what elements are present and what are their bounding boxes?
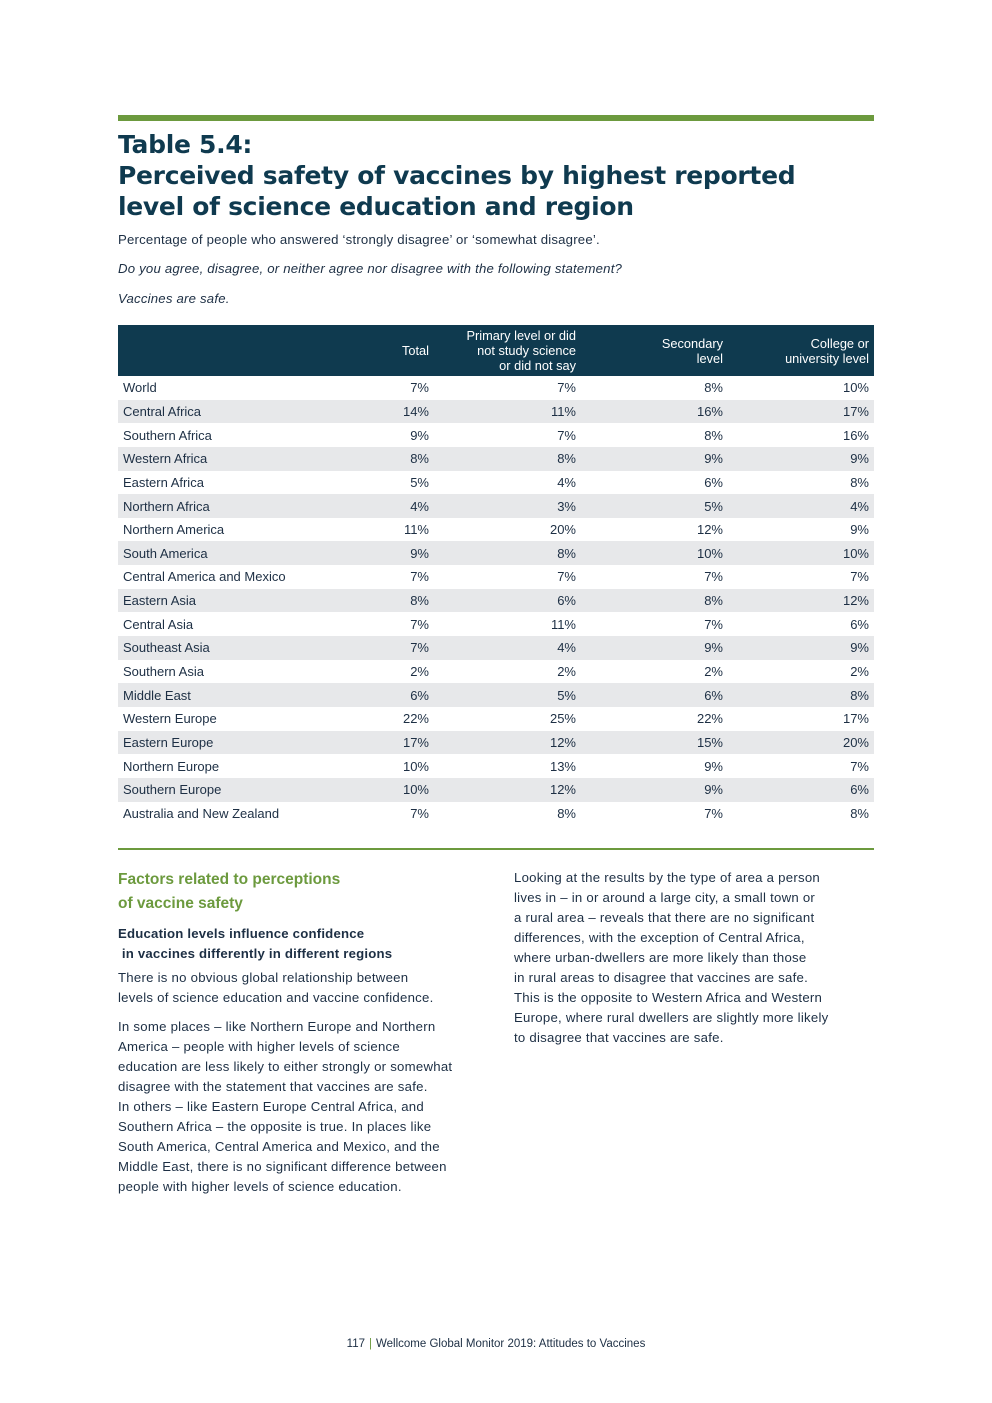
cell-primary: 2%	[557, 664, 576, 679]
cell-total: 11%	[403, 522, 429, 538]
cell-secondary: 12%	[696, 522, 723, 538]
cell-total: 17%	[402, 734, 429, 750]
cell-region: Central Asia	[123, 616, 194, 632]
cell-total: 10%	[402, 782, 429, 798]
table-row	[118, 471, 874, 495]
cell-primary: 12%	[549, 782, 576, 798]
cell-total: 7%	[410, 640, 429, 656]
cell-total: 22%	[402, 711, 429, 727]
table-row	[118, 612, 874, 636]
table-row	[118, 707, 874, 731]
cell-college: 9%	[850, 451, 869, 467]
cell-secondary: 10%	[696, 545, 723, 561]
cell-secondary: 9%	[704, 758, 723, 774]
table-row	[118, 636, 874, 660]
table-row	[118, 541, 874, 565]
cell-region: Central America and Mexico	[123, 569, 286, 585]
table-row	[118, 518, 874, 542]
cell-total: 8%	[410, 451, 429, 467]
cell-college: 12%	[842, 593, 869, 609]
cell-total: 6%	[410, 687, 429, 703]
cell-primary: 4%	[557, 474, 576, 490]
cell-college: 9%	[850, 640, 869, 656]
cell-college: 8%	[850, 805, 869, 821]
cell-college: 17%	[842, 711, 869, 727]
cell-total: 4%	[410, 498, 429, 514]
cell-region: Eastern Africa	[123, 474, 204, 490]
cell-college: 8%	[850, 687, 869, 703]
cell-primary: 3%	[557, 498, 576, 514]
cell-total: 7%	[410, 616, 429, 632]
cell-secondary: 6%	[704, 474, 723, 490]
title-accent-bar	[118, 115, 874, 121]
cell-secondary: 15%	[696, 734, 723, 750]
cell-secondary: 16%	[696, 403, 723, 419]
cell-total: 7%	[410, 569, 429, 585]
cell-total: 8%	[410, 593, 429, 609]
header-region	[118, 325, 358, 376]
cell-region: Middle East	[123, 687, 191, 703]
cell-college: 7%	[850, 569, 869, 585]
cell-primary: 8%	[557, 451, 576, 467]
cell-region: Northern Africa	[123, 498, 210, 514]
cell-region: Western Europe	[123, 711, 217, 727]
table-row	[118, 754, 874, 778]
cell-college: 8%	[850, 474, 869, 490]
page-footer	[0, 1338, 992, 1350]
table-row	[118, 660, 874, 684]
cell-total: 5%	[410, 474, 429, 490]
cell-region: Western Africa	[123, 451, 208, 467]
cell-secondary: 8%	[704, 380, 723, 396]
vaccine-safety-table	[118, 325, 874, 825]
cell-total: 2%	[410, 664, 429, 679]
footer-separator: |	[369, 1338, 372, 1350]
cell-primary: 7%	[557, 380, 576, 396]
header-secondary: Secondary level	[661, 335, 723, 366]
table-row	[118, 802, 874, 826]
table-row	[118, 683, 874, 707]
cell-primary: 20%	[549, 522, 576, 538]
cell-region: Southern Africa	[123, 427, 212, 443]
table-subtitle: Percentage of people who answered ‘strongly disagree’ or ‘somewhat disagree’.	[118, 232, 600, 247]
cell-secondary: 9%	[704, 640, 723, 656]
cell-primary: 8%	[557, 545, 576, 561]
cell-region: Southeast Asia	[123, 640, 210, 656]
cell-secondary: 7%	[704, 616, 723, 632]
publication-title: Wellcome Global Monitor 2019: Attitudes to Vaccines	[376, 1338, 646, 1350]
cell-college: 6%	[850, 616, 869, 632]
cell-region: Australia and New Zealand	[123, 805, 280, 821]
table-row	[118, 565, 874, 589]
table-title-line-1: Perceived safety of vaccines by highest reported	[118, 161, 796, 190]
survey-statement: Vaccines are safe.	[118, 291, 230, 306]
cell-secondary: 5%	[704, 498, 723, 514]
cell-region: South America	[123, 545, 208, 561]
cell-college: 17%	[842, 403, 869, 419]
cell-primary: 7%	[557, 569, 576, 585]
cell-region: Southern Europe	[123, 782, 222, 798]
table-row	[118, 376, 874, 400]
table-row	[118, 494, 874, 518]
table-row	[118, 447, 874, 471]
table-row	[118, 778, 874, 802]
section-subheading: Education levels influence confidence in vaccines differently in different regions	[118, 926, 393, 961]
table-row	[118, 400, 874, 424]
cell-region: Southern Asia	[123, 664, 204, 679]
table-title-line-2: level of science education and region	[118, 192, 634, 221]
page-number: 117	[346, 1338, 365, 1350]
cell-college: 16%	[842, 427, 869, 443]
cell-primary: 25%	[549, 711, 576, 727]
cell-primary: 11%	[550, 616, 576, 632]
table-header-row	[118, 325, 874, 376]
cell-college: 7%	[850, 758, 869, 774]
cell-college: 2%	[850, 664, 869, 679]
cell-region: Eastern Asia	[123, 593, 196, 609]
cell-region: Northern Europe	[123, 758, 220, 774]
cell-region: Eastern Europe	[123, 734, 214, 750]
cell-college: 4%	[850, 498, 869, 514]
header-total: Total	[401, 343, 429, 358]
header-primary: Primary level or did not study science or did not say	[466, 328, 576, 373]
cell-total: 7%	[410, 380, 429, 396]
cell-primary: 5%	[557, 687, 576, 703]
cell-primary: 6%	[557, 593, 576, 609]
cell-secondary: 9%	[704, 451, 723, 467]
cell-primary: 8%	[557, 805, 576, 821]
cell-primary: 12%	[549, 734, 576, 750]
cell-college: 10%	[842, 545, 869, 561]
cell-primary: 4%	[557, 640, 576, 656]
cell-total: 10%	[402, 758, 429, 774]
cell-secondary: 22%	[696, 711, 723, 727]
table-row	[118, 731, 874, 755]
survey-question: Do you agree, disagree, or neither agree nor disagree with the following statement?	[118, 261, 623, 276]
cell-total: 7%	[410, 805, 429, 821]
cell-region: World	[123, 380, 157, 396]
paragraph-area-type: Looking at the results by the type of area a person lives in – in or around a large city, a small town or a rural area – reveals that there are no significant differences, with the exception of Central Africa, where urban-dwellers are more likely than those in rural areas to disagree that vaccines are safe. This is the opposite to Western Africa and Western Europe, where rural dwellers are slightly more likely to disagree that vaccines are safe.	[514, 870, 829, 1045]
cell-secondary: 8%	[704, 593, 723, 609]
cell-total: 9%	[410, 545, 429, 561]
paragraph-regional-differences: In some places – like Northern Europe and Northern America – people with higher levels of science education are less likely to either strongly or somewhat disagree with the statement that vaccines are safe. In others – like Eastern Europe Central Africa, and Southern Africa – the opposite is true. In places like South America, Central America and Mexico, and the Middle East, there is no significant difference between people with higher levels of science education.	[118, 1019, 453, 1194]
table-number: Table 5.4:	[118, 130, 253, 159]
cell-college: 9%	[850, 522, 869, 538]
table-row	[118, 423, 874, 447]
table-row	[118, 589, 874, 613]
cell-primary: 13%	[549, 758, 576, 774]
cell-college: 6%	[850, 782, 869, 798]
cell-primary: 7%	[557, 427, 576, 443]
cell-secondary: 7%	[704, 805, 723, 821]
cell-total: 14%	[402, 403, 429, 419]
cell-college: 20%	[842, 734, 869, 750]
cell-secondary: 6%	[704, 687, 723, 703]
cell-primary: 11%	[550, 403, 576, 419]
header-college: College or university level	[785, 335, 869, 366]
cell-secondary: 8%	[704, 427, 723, 443]
cell-region: Central Africa	[123, 403, 202, 419]
table-title	[118, 129, 874, 222]
cell-college: 10%	[842, 380, 869, 396]
section-divider	[118, 848, 874, 850]
paragraph-global-relationship: There is no obvious global relationship between levels of science education and vaccine confidence.	[118, 970, 434, 1005]
cell-secondary: 2%	[704, 664, 723, 679]
cell-secondary: 9%	[704, 782, 723, 798]
cell-region: Northern America	[123, 522, 225, 538]
cell-total: 9%	[410, 427, 429, 443]
section-heading: Factors related to perceptions of vaccine safety	[118, 871, 341, 912]
cell-secondary: 7%	[704, 569, 723, 585]
